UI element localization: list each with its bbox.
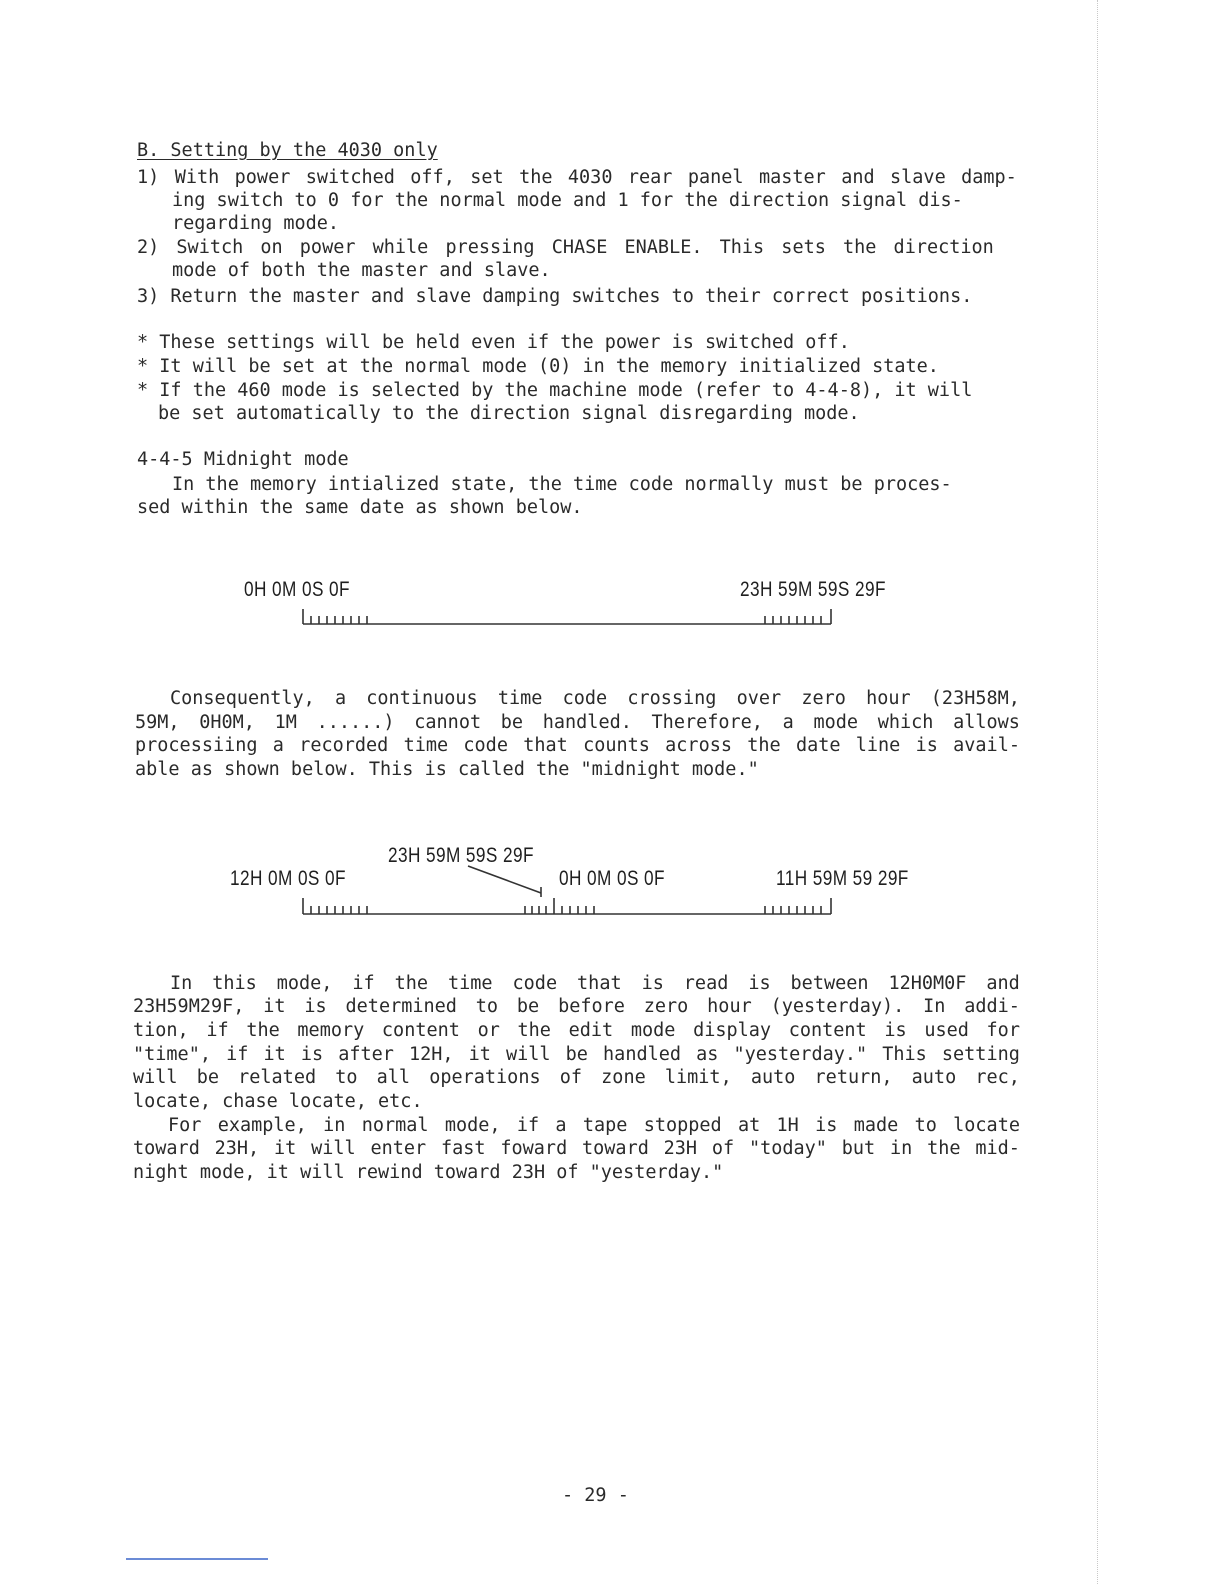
diagram1-timeline: [303, 609, 831, 624]
bottom-rule: [126, 1558, 268, 1560]
para3-line-5: will be related to all operations of zone limit, auto return, auto rec,: [133, 1067, 1020, 1088]
midnight-arrow: [468, 866, 541, 893]
step-1-line-1: 1) With power switched off, set the 4030 rear panel master and slave damp-: [137, 167, 1017, 188]
para4-line-1: For example, in normal mode, if a tape stopped at 1H is made to locate: [168, 1115, 1020, 1136]
diagram2-midnight-after-label: 0H 0M 0S 0F: [559, 867, 665, 890]
diagram2-start-label: 12H 0M 0S 0F: [230, 867, 346, 890]
page-number: - 29 -: [562, 1485, 629, 1506]
intro-line-2: sed within the same date as shown below.: [137, 497, 583, 518]
note-1: * These settings will be held even if the power is switched off.: [137, 332, 850, 353]
para3-line-2: 23H59M29F, it is determined to be before zero hour (yesterday). In addi-: [133, 996, 1020, 1017]
section-heading: B. Setting by the 4030 only: [137, 140, 438, 161]
step-1-line-3: regarding mode.: [172, 213, 340, 234]
step-3-line-1: 3) Return the master and slave damping switches to their correct positions.: [137, 286, 973, 307]
para2-line-3: processiing a recorded time code that counts across the date line is avail-: [135, 735, 1020, 756]
step-2-line-2: mode of both the master and slave.: [172, 260, 551, 281]
intro-line-1: In the memory intialized state, the time code normally must be proces-: [172, 474, 952, 495]
para3-line-3: tion, if the memory content or the edit mode display content is used for: [133, 1020, 1020, 1041]
para2-line-2: 59M, 0H0M, 1M ......) cannot be handled. Therefore, a mode which allows: [135, 712, 1020, 733]
step-1-line-2: ing switch to 0 for the normal mode and 1 for the direction signal dis-: [172, 190, 963, 211]
diagram1-start-label: 0H 0M 0S 0F: [244, 578, 350, 601]
diagram2-end-label: 11H 59M 59 29F: [776, 867, 909, 890]
para3-line-1: In this mode, if the time code that is read is between 12H0M0F and: [170, 973, 1020, 994]
para3-line-4: "time", if it is after 12H, it will be handled as "yesterday." This setting: [133, 1044, 1020, 1065]
note-3-line-1: * If the 460 mode is selected by the machine mode (refer to 4-4-8), it will: [137, 380, 973, 401]
note-3-line-2: be set automatically to the direction signal disregarding mode.: [158, 403, 860, 424]
step-2-line-1: 2) Switch on power while pressing CHASE ENABLE. This sets the direction: [137, 237, 994, 258]
subsection-heading: 4-4-5 Midnight mode: [137, 449, 349, 470]
para2-line-1: Consequently, a continuous time code crossing over zero hour (23H58M,: [170, 688, 1020, 709]
para4-line-2: toward 23H, it will enter fast foward toward 23H of "today" but in the mid-: [133, 1138, 1020, 1159]
diagram2-midnight-before-label: 23H 59M 59S 29F: [388, 844, 534, 867]
para2-line-4: able as shown below. This is called the "midnight mode.": [135, 759, 759, 780]
diagram1-end-label: 23H 59M 59S 29F: [740, 578, 886, 601]
note-2: * It will be set at the normal mode (0) in the memory initialized state.: [137, 356, 939, 377]
para4-line-3: night mode, it will rewind toward 23H of "yesterday.": [133, 1162, 724, 1183]
para3-line-6: locate, chase locate, etc.: [133, 1091, 423, 1112]
